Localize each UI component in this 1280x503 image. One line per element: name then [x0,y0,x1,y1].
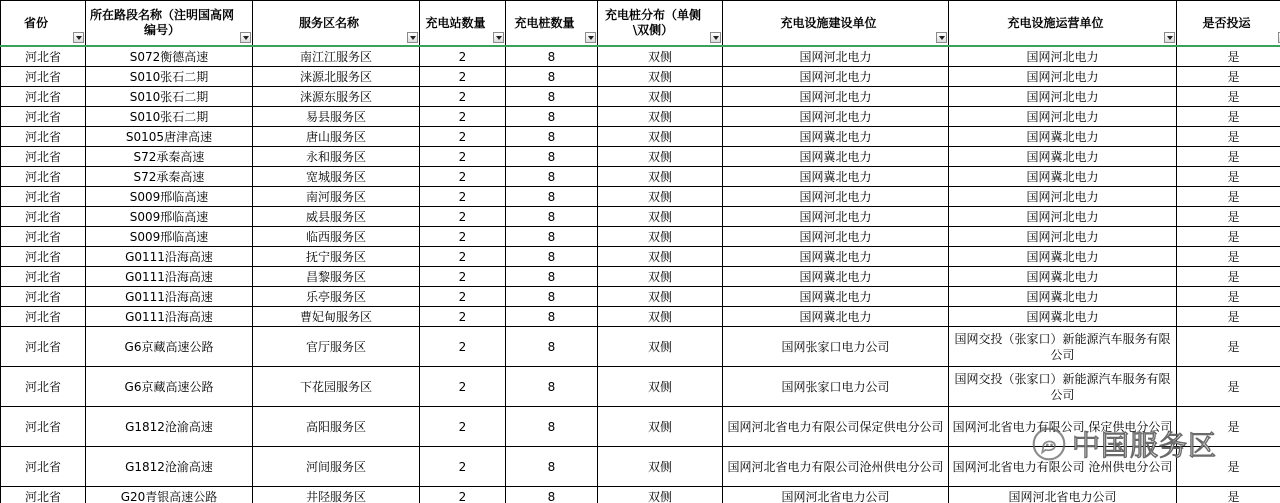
table-cell[interactable]: 威县服务区 [253,207,420,227]
table-cell[interactable]: 国网冀北电力 [949,247,1177,267]
table-cell[interactable]: G0111沿海高速 [86,287,253,307]
table-cell[interactable]: 国网交投（张家口）新能源汽车服务有限公司 [949,327,1177,367]
table-cell[interactable]: 河北省 [1,207,86,227]
table-cell[interactable]: S010张石二期 [86,67,253,87]
table-cell[interactable]: 宽城服务区 [253,167,420,187]
table-cell[interactable]: 国网河北电力 [723,67,949,87]
table-cell[interactable]: 抚宁服务区 [253,247,420,267]
table-cell[interactable]: 河北省 [1,107,86,127]
table-row [1,167,1280,187]
table-cell[interactable]: G0111沿海高速 [86,267,253,287]
column-header-label: 充电桩数量 [514,15,575,30]
table-cell[interactable]: 国网河北省电力有限公司保定供电分公司 [723,407,949,447]
table-cell[interactable]: 是 [1177,447,1280,487]
table-cell[interactable]: 官厅服务区 [253,327,420,367]
table-cell[interactable]: 8 [506,487,598,503]
filter-dropdown-icon[interactable] [493,32,504,43]
table-cell[interactable]: 国网冀北电力 [723,127,949,147]
table-cell[interactable]: 国网河北电力 [949,67,1177,87]
table-cell[interactable]: 8 [506,67,598,87]
table-cell[interactable]: 是 [1177,147,1280,167]
table-cell[interactable]: 2 [420,87,506,107]
table-cell[interactable]: 双侧 [598,87,723,107]
table-cell[interactable]: 2 [420,367,506,407]
table-cell[interactable]: 涞源东服务区 [253,87,420,107]
table-cell[interactable]: S009邢临高速 [86,227,253,247]
column-header-label: 所在路段名称（注明国高网编号） [89,8,234,37]
table-cell[interactable]: 国网河北省电力公司 [949,487,1177,503]
table-body [1,46,1280,503]
table-cell[interactable]: 国网张家口电力公司 [723,367,949,407]
table-cell[interactable]: 国网交投（张家口）新能源汽车服务有限公司 [949,367,1177,407]
table-cell[interactable]: 2 [420,207,506,227]
table-cell[interactable]: 国网河北电力 [949,46,1177,67]
table-cell[interactable]: 河北省 [1,147,86,167]
table-cell[interactable]: 下花园服务区 [253,367,420,407]
table-cell[interactable]: 国网冀北电力 [949,167,1177,187]
table-cell[interactable]: G1812沧渝高速 [86,407,253,447]
table-cell[interactable]: 2 [420,67,506,87]
table-cell[interactable]: 2 [420,327,506,367]
table-cell[interactable]: 8 [506,107,598,127]
table-cell[interactable]: 河北省 [1,407,86,447]
table-cell[interactable]: 双侧 [598,447,723,487]
table-cell[interactable]: 2 [420,167,506,187]
table-cell[interactable]: 8 [506,327,598,367]
table-cell[interactable]: 易县服务区 [253,107,420,127]
table-cell[interactable]: 双侧 [598,207,723,227]
table-cell[interactable]: 国网河北电力 [949,187,1177,207]
table-cell[interactable]: 涞源北服务区 [253,67,420,87]
table-cell[interactable]: 国网冀北电力 [949,147,1177,167]
table-cell[interactable]: 河北省 [1,127,86,147]
table-cell[interactable]: 国网冀北电力 [949,267,1177,287]
table-cell[interactable]: 国网河北电力 [723,207,949,227]
table-cell[interactable]: 国网冀北电力 [949,127,1177,147]
table-cell[interactable]: G6京藏高速公路 [86,367,253,407]
watermark-text: 中国服务区 [1072,429,1218,462]
table-cell[interactable]: G20青银高速公路 [86,487,253,503]
table-cell[interactable]: 双侧 [598,327,723,367]
table-row [1,447,1280,487]
table-cell[interactable]: 8 [506,46,598,67]
table-cell[interactable]: 8 [506,227,598,247]
table-cell[interactable]: 河北省 [1,367,86,407]
table-cell[interactable]: 国网冀北电力 [723,267,949,287]
table-cell[interactable]: 是 [1177,487,1280,503]
table-cell[interactable]: 国网冀北电力 [949,287,1177,307]
table-cell[interactable]: 国网河北电力 [723,227,949,247]
table-cell[interactable]: 双侧 [598,167,723,187]
table-cell[interactable]: 双侧 [598,287,723,307]
filter-dropdown-icon[interactable] [73,32,84,43]
table-row [1,407,1280,447]
column-header-8 [1177,1,1280,47]
table-cell[interactable]: 国网河北电力 [723,46,949,67]
table-cell[interactable]: 国网河北电力 [949,227,1177,247]
column-header-label: 充电设施建设单位 [780,15,877,30]
table-cell[interactable]: S010张石二期 [86,87,253,107]
table-cell[interactable]: 双侧 [598,267,723,287]
table-cell[interactable]: 是 [1177,267,1280,287]
table-cell[interactable]: 2 [420,107,506,127]
table-cell[interactable]: 唐山服务区 [253,127,420,147]
table-cell[interactable]: 2 [420,46,506,67]
table-cell[interactable]: S72承秦高速 [86,167,253,187]
table-cell[interactable]: 南江江服务区 [253,46,420,67]
table-cell[interactable]: 河北省 [1,67,86,87]
table-cell[interactable]: 8 [506,187,598,207]
table-cell[interactable]: 河北省 [1,267,86,287]
header-row [1,1,1280,47]
table-cell[interactable]: 河北省 [1,307,86,327]
table-cell[interactable]: 国网冀北电力 [949,307,1177,327]
column-header-6 [723,1,949,47]
table-cell[interactable]: 是 [1177,67,1280,87]
table-cell[interactable]: S072衡德高速 [86,46,253,67]
table-cell[interactable]: 8 [506,87,598,107]
table-cell[interactable]: 临西服务区 [253,227,420,247]
table-cell[interactable]: 南河服务区 [253,187,420,207]
table-cell[interactable]: 河间服务区 [253,447,420,487]
table-cell[interactable]: 双侧 [598,187,723,207]
filter-dropdown-icon[interactable] [1164,32,1175,43]
table-cell[interactable]: 8 [506,407,598,447]
table-cell[interactable]: 河北省 [1,327,86,367]
table-cell[interactable]: 国网冀北电力 [723,287,949,307]
column-header-1 [86,1,253,47]
table-cell[interactable]: 是 [1177,327,1280,367]
table-row [1,107,1280,127]
table-cell[interactable]: 国网河北电力 [723,87,949,107]
table-cell[interactable]: 双侧 [598,127,723,147]
column-header-label: 是否投运 [1202,15,1251,30]
table-cell[interactable]: 双侧 [598,67,723,87]
column-header-label: 充电桩分布（单侧\双侧） [604,8,701,37]
table-cell[interactable]: 是 [1177,46,1280,67]
table-cell[interactable]: 2 [420,307,506,327]
table-row [1,227,1280,247]
table-cell[interactable]: 是 [1177,227,1280,247]
table-cell[interactable]: 曹妃甸服务区 [253,307,420,327]
table-cell[interactable]: 是 [1177,187,1280,207]
column-header-7 [949,1,1177,47]
table-cell[interactable]: G0111沿海高速 [86,247,253,267]
column-header-5 [598,1,723,47]
table-cell[interactable]: 8 [506,367,598,407]
table-cell[interactable]: 2 [420,227,506,247]
table-cell[interactable]: 河北省 [1,447,86,487]
table-cell[interactable]: 河北省 [1,227,86,247]
table-row [1,207,1280,227]
table-cell[interactable]: 双侧 [598,247,723,267]
table-cell[interactable]: 国网河北电力 [723,187,949,207]
table-row [1,287,1280,307]
table-cell[interactable]: S009邢临高速 [86,207,253,227]
table-cell[interactable]: 永和服务区 [253,147,420,167]
table-row [1,187,1280,207]
table-cell[interactable]: 国网冀北电力 [723,247,949,267]
table-cell[interactable]: 2 [420,127,506,147]
table-row [1,487,1280,503]
table-cell[interactable]: 是 [1177,207,1280,227]
column-header-label: 省份 [23,15,48,30]
table-cell[interactable]: 8 [506,287,598,307]
table-cell[interactable]: 国网冀北电力 [723,167,949,187]
table-cell[interactable]: 8 [506,207,598,227]
filter-dropdown-icon[interactable] [936,32,947,43]
table-cell[interactable]: 河北省 [1,247,86,267]
table-cell[interactable]: 是 [1177,87,1280,107]
table-row [1,67,1280,87]
table-cell[interactable]: 8 [506,267,598,287]
table-row [1,327,1280,367]
filter-dropdown-icon[interactable] [710,32,721,43]
column-header-label: 充电站数量 [425,15,486,30]
table-cell[interactable]: 国网河北电力 [949,107,1177,127]
table-cell[interactable]: 国网河北省电力有限公司 保定供电分公司 [949,407,1177,447]
table-cell[interactable]: 2 [420,447,506,487]
table-cell[interactable]: 昌黎服务区 [253,267,420,287]
column-header-2 [253,1,420,47]
table-cell[interactable]: 是 [1177,307,1280,327]
table-cell[interactable]: 8 [506,247,598,267]
table-cell[interactable]: S010张石二期 [86,107,253,127]
table-cell[interactable]: 2 [420,487,506,503]
column-header-4 [506,1,598,47]
table-cell[interactable]: 双侧 [598,227,723,247]
table-cell[interactable]: 双侧 [598,367,723,407]
table-cell[interactable]: 国网冀北电力 [723,147,949,167]
table-cell[interactable]: 是 [1177,167,1280,187]
table-cell[interactable]: 双侧 [598,307,723,327]
column-header-label: 充电设施运营单位 [1007,15,1104,30]
table-cell[interactable]: S009邢临高速 [86,187,253,207]
table-row [1,147,1280,167]
table-cell[interactable]: G6京藏高速公路 [86,327,253,367]
table-cell[interactable]: S0105唐津高速 [86,127,253,147]
table-cell[interactable]: 2 [420,267,506,287]
table-row [1,267,1280,287]
table-cell[interactable]: 2 [420,407,506,447]
table-cell[interactable]: 2 [420,247,506,267]
filter-dropdown-icon[interactable] [585,32,596,43]
table-cell[interactable]: 国网河北电力 [949,207,1177,227]
table-cell[interactable]: 2 [420,147,506,167]
table-row [1,247,1280,267]
table-cell[interactable]: 国网张家口电力公司 [723,327,949,367]
filter-dropdown-icon[interactable] [407,32,418,43]
table-cell[interactable]: 是 [1177,247,1280,267]
table-cell[interactable]: 双侧 [598,46,723,67]
filter-dropdown-icon[interactable] [240,32,251,43]
table-cell[interactable]: 双侧 [598,407,723,447]
table-cell[interactable]: 国网冀北电力 [723,307,949,327]
column-header-3 [420,1,506,47]
table-row [1,87,1280,107]
table-cell[interactable]: 高阳服务区 [253,407,420,447]
table-cell[interactable]: 8 [506,307,598,327]
table-cell[interactable]: 是 [1177,367,1280,407]
table-cell[interactable]: 河北省 [1,87,86,107]
table-cell[interactable]: 8 [506,127,598,147]
table-cell[interactable]: G0111沿海高速 [86,307,253,327]
table-cell[interactable]: 双侧 [598,487,723,503]
table-row [1,367,1280,407]
table-cell[interactable]: 是 [1177,287,1280,307]
table-cell[interactable]: 井陉服务区 [253,487,420,503]
table-cell[interactable]: 2 [420,287,506,307]
table-cell[interactable]: 双侧 [598,107,723,127]
table-cell[interactable]: 河北省 [1,287,86,307]
table-cell[interactable]: 乐亭服务区 [253,287,420,307]
table-cell[interactable]: S72承秦高速 [86,147,253,167]
table-cell[interactable]: 8 [506,147,598,167]
table-cell[interactable]: 国网河北省电力有限公司 沧州供电分公司 [949,447,1177,487]
table-cell[interactable]: G1812沧渝高速 [86,447,253,487]
table-cell[interactable]: 国网河北省电力有限公司沧州供电分公司 [723,447,949,487]
table-cell[interactable]: 国网河北省电力公司 [723,487,949,503]
table-cell[interactable]: 河北省 [1,167,86,187]
table-cell[interactable]: 国网河北电力 [723,107,949,127]
table-cell[interactable]: 河北省 [1,187,86,207]
table-cell[interactable]: 8 [506,167,598,187]
table-cell[interactable]: 双侧 [598,147,723,167]
table-cell[interactable]: 是 [1177,407,1280,447]
table-cell[interactable]: 是 [1177,127,1280,147]
table-cell[interactable]: 8 [506,447,598,487]
table-row [1,46,1280,67]
table-cell[interactable]: 河北省 [1,46,86,67]
table-cell[interactable]: 是 [1177,107,1280,127]
table-cell[interactable]: 国网河北电力 [949,87,1177,107]
column-header-label: 服务区名称 [298,15,359,30]
column-header-0 [1,1,86,47]
table-cell[interactable]: 2 [420,187,506,207]
table-cell[interactable]: 河北省 [1,487,86,503]
table-row [1,307,1280,327]
table-row [1,127,1280,147]
